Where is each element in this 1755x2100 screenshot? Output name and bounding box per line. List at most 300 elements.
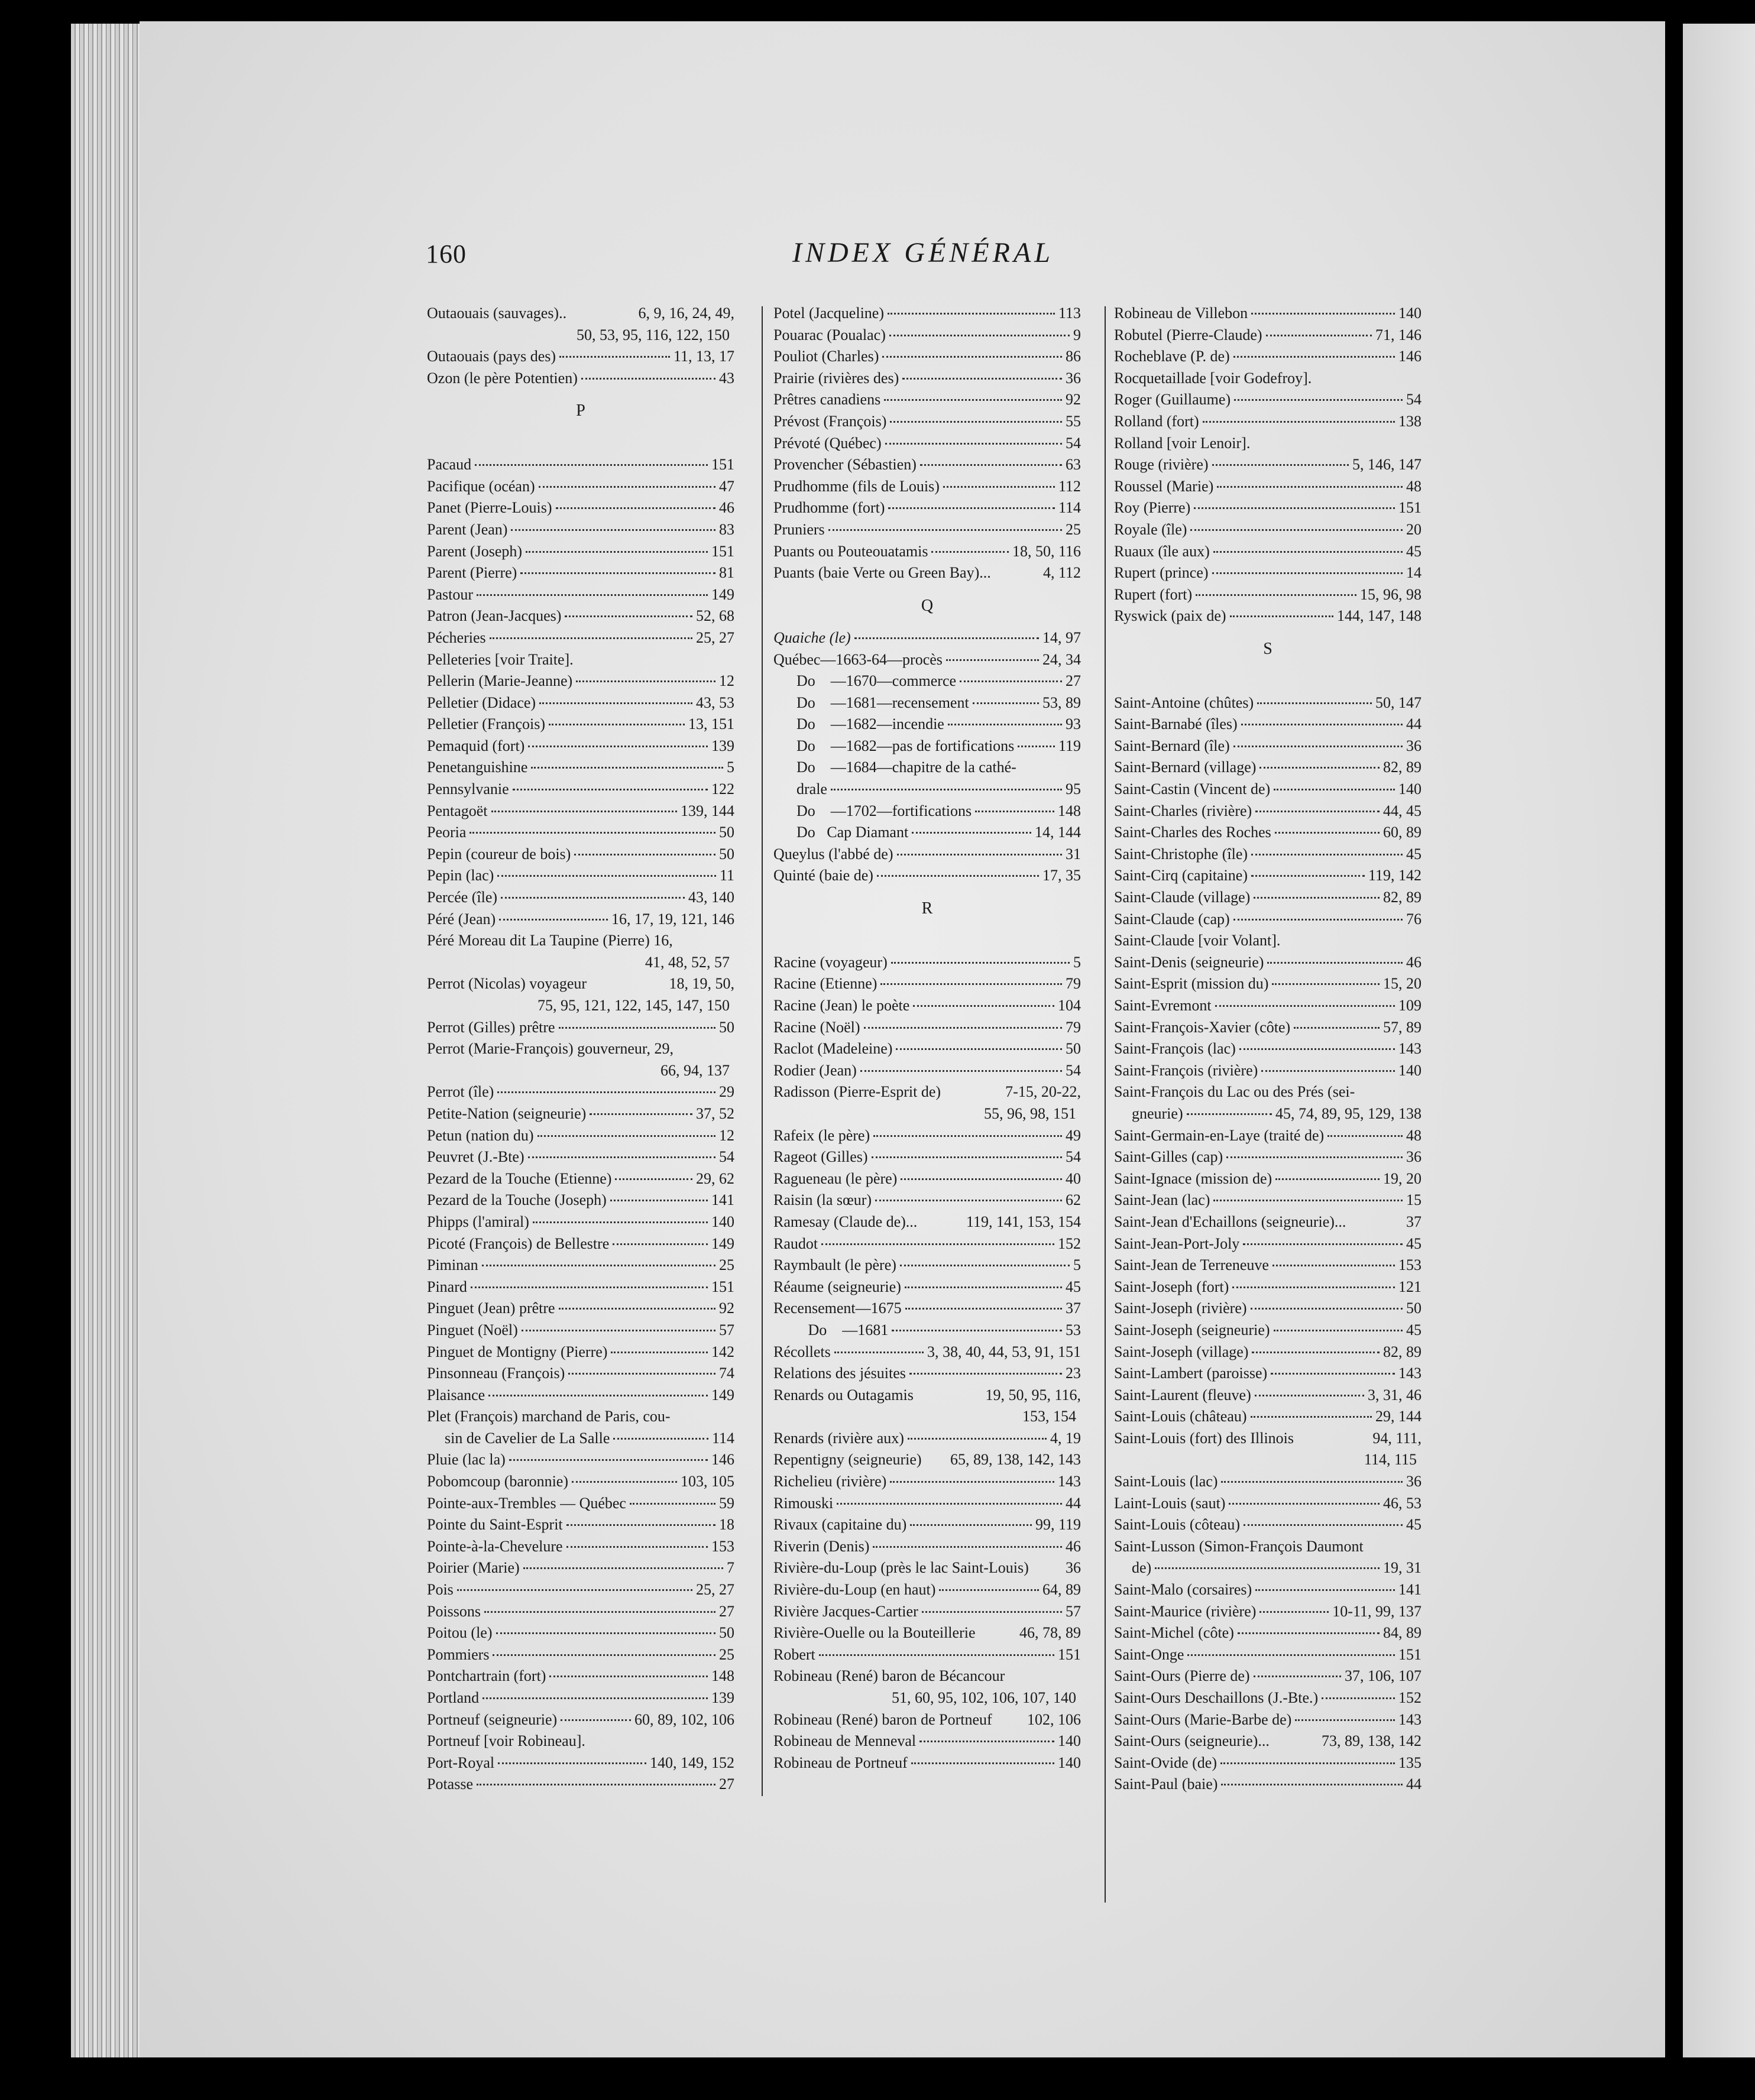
entry-name: Renards ou Outagamis bbox=[773, 1386, 914, 1404]
entry-name: Parent (Joseph) bbox=[427, 542, 523, 560]
entry-pages: 45 bbox=[1406, 845, 1422, 863]
index-entry bbox=[427, 1168, 734, 1190]
entry-pages: 152 bbox=[1398, 1689, 1422, 1706]
dot-leader bbox=[1212, 464, 1349, 466]
entry-pages: 60, 89 bbox=[1383, 824, 1422, 841]
entry-name: Radisson (Pierre-Esprit de) bbox=[773, 1083, 941, 1101]
index-entry bbox=[427, 584, 734, 606]
entry-name: Renards (rivière aux) bbox=[773, 1429, 904, 1447]
entry-name: Poirier (Marie) bbox=[427, 1559, 520, 1577]
dot-leader bbox=[611, 1352, 708, 1353]
entry-name: Saint-Ours (seigneurie)... bbox=[1114, 1732, 1270, 1750]
book-gutter bbox=[1665, 0, 1683, 2100]
index-entry bbox=[1114, 1168, 1422, 1190]
entry-pages: 57 bbox=[719, 1321, 734, 1339]
index-entry bbox=[427, 368, 734, 390]
entry-name: Relations des jésuites bbox=[773, 1365, 906, 1382]
entry-name: Saint-Ours (Pierre de) bbox=[1114, 1667, 1250, 1685]
dot-leader bbox=[630, 1503, 715, 1505]
entry-name: Racine (Etienne) bbox=[773, 975, 878, 993]
entry-name: Perrot (île) bbox=[427, 1083, 494, 1101]
entry-name: Prudhomme (fils de Louis) bbox=[773, 477, 940, 495]
index-entry bbox=[427, 822, 734, 844]
entry-pages: 3, 31, 46 bbox=[1368, 1386, 1422, 1404]
entry-pages: 25 bbox=[719, 1256, 734, 1274]
dot-leader bbox=[888, 507, 1054, 509]
entry-name: Potel (Jacqueline) bbox=[773, 304, 884, 322]
entry-name: Pezard de la Touche (Joseph) bbox=[427, 1191, 607, 1209]
entry-pages: 29, 62 bbox=[696, 1169, 734, 1187]
dot-leader bbox=[477, 594, 708, 596]
index-entry bbox=[427, 1017, 734, 1039]
entry-name: Rupert (prince) bbox=[1114, 564, 1209, 582]
dot-leader bbox=[875, 1200, 1062, 1201]
index-entry bbox=[427, 1644, 734, 1666]
dot-leader bbox=[900, 1265, 1070, 1266]
dot-leader bbox=[837, 1503, 1062, 1505]
entry-name: Pluie (lac la) bbox=[427, 1451, 506, 1469]
index-entry bbox=[427, 1341, 734, 1363]
dot-leader bbox=[891, 962, 1070, 964]
index-entry bbox=[427, 887, 734, 909]
entry-pages: 151 bbox=[1058, 1645, 1081, 1663]
dot-leader bbox=[559, 356, 670, 358]
entry-pages: 50 bbox=[1406, 1299, 1422, 1317]
entry-pages: 46 bbox=[1406, 953, 1422, 971]
entry-pages: 151 bbox=[711, 456, 734, 474]
index-entry bbox=[773, 1428, 1081, 1450]
dot-leader bbox=[864, 1027, 1062, 1029]
entry-pages: 143 bbox=[1398, 1710, 1422, 1728]
entry-pages: 5 bbox=[1073, 1256, 1081, 1274]
dot-leader bbox=[483, 1697, 708, 1699]
index-entry bbox=[773, 562, 1081, 584]
entry-name: Pacifique (océan) bbox=[427, 477, 535, 495]
entry-name: Saint-Barnabé (îles) bbox=[1114, 715, 1238, 733]
index-entry bbox=[773, 1730, 1081, 1752]
dot-leader bbox=[1271, 1373, 1395, 1375]
dot-leader bbox=[819, 1654, 1054, 1656]
entry-pages: 65, 89, 138, 142, 143 bbox=[950, 1451, 1081, 1469]
entry-pages: 45 bbox=[1406, 542, 1422, 560]
entry-pages: 84, 89 bbox=[1383, 1624, 1422, 1642]
entry-name: Perrot (Nicolas) voyageur bbox=[427, 975, 587, 993]
entry-name: Pacaud bbox=[427, 456, 472, 474]
dot-leader bbox=[469, 832, 715, 834]
index-entry bbox=[1114, 519, 1422, 541]
entry-pages: 139 bbox=[711, 737, 734, 754]
dot-leader bbox=[1251, 1308, 1403, 1310]
entry-pages: 10-11, 99, 137 bbox=[1332, 1602, 1422, 1620]
entry-name: Port-Royal bbox=[427, 1754, 495, 1771]
entry-name: Saint-Evremont bbox=[1114, 997, 1212, 1014]
dot-leader bbox=[1221, 1784, 1403, 1785]
index-entry bbox=[427, 1471, 734, 1493]
dot-leader bbox=[565, 615, 692, 617]
dot-leader bbox=[497, 875, 716, 877]
entry-pages: 36 bbox=[1406, 1148, 1422, 1166]
entry-name: Rivière-du-Loup (en haut) bbox=[773, 1581, 936, 1599]
index-entry bbox=[1114, 389, 1422, 411]
dot-leader bbox=[574, 854, 715, 855]
dot-leader bbox=[1233, 746, 1403, 747]
entry-name: Peuvret (J.-Bte) bbox=[427, 1148, 524, 1166]
entry-name: Prévoté (Québec) bbox=[773, 434, 882, 452]
index-entry bbox=[427, 1774, 734, 1796]
entry-name: Petun (nation du) bbox=[427, 1126, 534, 1144]
dot-leader bbox=[911, 1762, 1054, 1764]
entry-pages: 46, 53 bbox=[1383, 1494, 1422, 1512]
entry-name: Do —1682—incendie bbox=[773, 715, 944, 733]
index-entry bbox=[773, 303, 1081, 325]
dot-leader bbox=[1238, 1632, 1380, 1634]
dot-leader bbox=[890, 421, 1062, 423]
index-entry bbox=[427, 1536, 734, 1558]
entry-name: Do —1670—commerce bbox=[773, 672, 957, 690]
entry-pages: 27 bbox=[719, 1602, 734, 1620]
entry-name: Saint-Onge bbox=[1114, 1645, 1184, 1663]
entry-name: Ozon (le père Potentien) bbox=[427, 369, 578, 387]
entry-pages: 140 bbox=[1058, 1754, 1081, 1771]
entry-pages: 143 bbox=[1398, 1040, 1422, 1058]
index-entry bbox=[427, 1363, 734, 1385]
entry-continuation: 41, 48, 52, 57 bbox=[645, 953, 730, 971]
index-entry bbox=[1114, 973, 1422, 995]
index-entry-plain: Portneuf [voir Robineau]. bbox=[427, 1732, 585, 1750]
spacer bbox=[427, 433, 734, 455]
dot-leader bbox=[1187, 1654, 1395, 1656]
entry-name: Pastour bbox=[427, 585, 473, 603]
entry-name: Puants ou Pouteouatamis bbox=[773, 542, 928, 560]
dot-leader bbox=[1234, 399, 1403, 401]
index-entry bbox=[1114, 1622, 1422, 1644]
dot-leader bbox=[522, 1330, 715, 1331]
index-entry bbox=[427, 454, 734, 476]
entry-pages: 50 bbox=[719, 1624, 734, 1642]
entry-pages: 36 bbox=[1406, 737, 1422, 754]
entry-pages: 4, 112 bbox=[1042, 564, 1081, 582]
entry-pages: 82, 89 bbox=[1383, 759, 1422, 776]
index-entry-plain: Plet (François) marchand de Paris, cou- bbox=[427, 1408, 671, 1425]
entry-name: Pellerin (Marie-Jeanne) bbox=[427, 672, 573, 690]
index-entry bbox=[1114, 562, 1422, 584]
dot-leader bbox=[1259, 1611, 1329, 1613]
index-entry bbox=[427, 1622, 734, 1644]
dot-leader bbox=[1254, 1676, 1341, 1677]
entry-name: Repentigny (seigneurie) bbox=[773, 1451, 922, 1469]
index-entry bbox=[773, 1017, 1081, 1039]
entry-name: Réaume (seigneurie) bbox=[773, 1278, 901, 1295]
entry-pages: 45 bbox=[1066, 1278, 1081, 1295]
entry-name: Saint-Jean de Terreneuve bbox=[1114, 1256, 1269, 1274]
index-entry bbox=[1114, 1363, 1422, 1385]
entry-pages: 43 bbox=[719, 369, 734, 387]
index-entry bbox=[427, 605, 734, 627]
dot-leader bbox=[484, 1611, 715, 1613]
entry-pages: 4, 19 bbox=[1050, 1429, 1081, 1447]
entry-name: Saint-Jean d'Echaillons (seigneurie)... bbox=[1114, 1213, 1346, 1230]
entry-name: Pelletier (Didace) bbox=[427, 693, 536, 711]
index-entry bbox=[773, 325, 1081, 346]
entry-pages: 148 bbox=[1058, 802, 1081, 819]
index-entry bbox=[427, 1449, 734, 1471]
entry-name: Parent (Jean) bbox=[427, 520, 508, 538]
entry-pages: 37, 106, 107 bbox=[1345, 1667, 1422, 1685]
entry-pages: 140 bbox=[1398, 780, 1422, 798]
index-entry bbox=[427, 1146, 734, 1168]
dot-leader bbox=[1230, 615, 1333, 617]
index-entry bbox=[1114, 1298, 1422, 1320]
entry-pages: 144, 147, 148 bbox=[1337, 607, 1422, 625]
entry-pages: 7-15, 20-22, bbox=[1005, 1083, 1081, 1101]
page-number: 160 bbox=[426, 239, 467, 268]
dot-leader bbox=[897, 854, 1062, 855]
entry-pages: 83 bbox=[719, 520, 734, 538]
dot-leader bbox=[939, 1589, 1039, 1591]
index-entry-plain: Saint-Claude [voir Volant]. bbox=[1114, 932, 1281, 949]
index-entry bbox=[1114, 995, 1422, 1017]
dot-leader bbox=[943, 486, 1055, 488]
dot-leader bbox=[1155, 1567, 1380, 1569]
dot-leader bbox=[520, 572, 715, 574]
dot-leader bbox=[1213, 551, 1403, 553]
entry-name: Richelieu (rivière) bbox=[773, 1473, 887, 1490]
dot-leader bbox=[568, 1373, 715, 1375]
index-entry bbox=[427, 844, 734, 866]
entry-pages: 102, 106 bbox=[1027, 1710, 1081, 1728]
entry-name: Pinsonneau (François) bbox=[427, 1365, 565, 1382]
entry-pages: 50 bbox=[1066, 1040, 1081, 1058]
entry-pages: 14 bbox=[1406, 564, 1422, 582]
dot-leader bbox=[475, 464, 708, 466]
entry-name: Prudhomme (fort) bbox=[773, 499, 885, 517]
index-entry-plain: Pelleteries [voir Traite]. bbox=[427, 650, 574, 668]
entry-name: Do Cap Diamant bbox=[773, 824, 909, 841]
entry-pages: 31 bbox=[1066, 845, 1081, 863]
index-entry bbox=[1114, 1276, 1422, 1298]
entry-pages: 46 bbox=[719, 499, 734, 517]
entry-pages: 43, 53 bbox=[696, 693, 734, 711]
dot-leader bbox=[877, 875, 1039, 877]
entry-pages: 25 bbox=[719, 1645, 734, 1663]
entry-name: Piminan bbox=[427, 1256, 478, 1274]
entry-continuation: 66, 94, 137 bbox=[660, 1061, 730, 1079]
entry-pages: 119, 141, 153, 154 bbox=[966, 1213, 1081, 1230]
index-entry bbox=[1114, 411, 1422, 433]
index-entry-plain: Perrot (Marie-François) gouverneur, 29, bbox=[427, 1040, 673, 1058]
entry-pages: 79 bbox=[1066, 1018, 1081, 1036]
entry-name: Outaouais (pays des) bbox=[427, 348, 556, 365]
index-entry bbox=[1114, 1557, 1422, 1579]
entry-name: Portland bbox=[427, 1689, 480, 1706]
entry-name: Do —1682—pas de fortifications bbox=[773, 737, 1015, 754]
index-entry bbox=[427, 973, 734, 995]
entry-pages: 92 bbox=[719, 1299, 734, 1317]
entry-name: Pointe du Saint-Esprit bbox=[427, 1516, 563, 1534]
index-entry bbox=[427, 1709, 734, 1731]
index-entry bbox=[427, 1298, 734, 1320]
entry-name: Pezard de la Touche (Etienne) bbox=[427, 1169, 612, 1187]
index-entry bbox=[773, 1298, 1081, 1320]
index-entry bbox=[427, 476, 734, 498]
entry-pages: 7 bbox=[727, 1559, 734, 1577]
dot-leader bbox=[1229, 1503, 1380, 1505]
entry-pages: 54 bbox=[1406, 391, 1422, 409]
index-entry bbox=[1114, 346, 1422, 368]
dot-leader bbox=[523, 1567, 723, 1569]
entry-pages: 48 bbox=[1406, 477, 1422, 495]
entry-pages: 55 bbox=[1066, 412, 1081, 430]
entry-name: Saint-Joseph (seigneurie) bbox=[1114, 1321, 1270, 1339]
entry-name: Rafeix (le père) bbox=[773, 1126, 870, 1144]
entry-pages: 15, 96, 98 bbox=[1360, 585, 1422, 603]
entry-pages: 45 bbox=[1406, 1234, 1422, 1252]
dot-leader bbox=[1327, 1135, 1403, 1137]
index-entry bbox=[1114, 497, 1422, 519]
entry-pages: 119, 142 bbox=[1368, 867, 1422, 884]
entry-pages: 48 bbox=[1406, 1126, 1422, 1144]
entry-name: Provencher (Sébastien) bbox=[773, 456, 917, 474]
index-entry bbox=[773, 1190, 1081, 1211]
entry-name: Percée (île) bbox=[427, 889, 498, 906]
index-entry bbox=[773, 735, 1081, 757]
dot-leader bbox=[1226, 1156, 1403, 1158]
index-entry-plain: Saint-Lusson (Simon-François Daumont bbox=[1114, 1537, 1364, 1555]
entry-name: Pemaquid (fort) bbox=[427, 737, 525, 754]
dot-leader bbox=[912, 832, 1031, 834]
entry-name: Do —1681—recensement bbox=[773, 693, 969, 711]
entry-pages: 16, 17, 19, 121, 146 bbox=[611, 910, 734, 928]
index-entry bbox=[1114, 844, 1422, 866]
dot-leader bbox=[497, 1091, 715, 1093]
index-entry bbox=[773, 692, 1081, 714]
index-entry bbox=[773, 1579, 1081, 1601]
index-entry bbox=[427, 1211, 734, 1233]
entry-pages: 114 bbox=[711, 1429, 734, 1447]
entry-pages: 53 bbox=[1066, 1321, 1081, 1339]
dot-leader bbox=[493, 1654, 715, 1656]
entry-name: Québec—1663-64—procès bbox=[773, 650, 943, 668]
entry-pages: 82, 89 bbox=[1383, 1343, 1422, 1360]
entry-name: Saint-Ours (Marie-Barbe de) bbox=[1114, 1710, 1292, 1728]
entry-pages: 140 bbox=[1398, 1061, 1422, 1079]
entry-pages: 44 bbox=[1066, 1494, 1081, 1512]
dot-leader bbox=[1255, 1395, 1364, 1396]
entry-pages: 5 bbox=[727, 759, 734, 776]
entry-pages: 29, 144 bbox=[1375, 1408, 1422, 1425]
index-entry bbox=[1114, 476, 1422, 498]
dot-leader bbox=[931, 551, 1009, 553]
entry-name: Rocheblave (P. de) bbox=[1114, 348, 1230, 365]
entry-pages: 36 bbox=[1066, 1559, 1081, 1577]
index-entry bbox=[773, 1514, 1081, 1536]
entry-name: Pelletier (François) bbox=[427, 715, 545, 733]
entry-pages: 11, 13, 17 bbox=[673, 348, 734, 365]
entry-name: Perrot (Gilles) prêtre bbox=[427, 1018, 555, 1036]
index-column-2 bbox=[773, 303, 1081, 1774]
dot-leader bbox=[1267, 962, 1403, 964]
entry-name: Pobomcoup (baronnie) bbox=[427, 1473, 569, 1490]
entry-pages: 151 bbox=[711, 542, 734, 560]
index-entry bbox=[773, 1320, 1081, 1341]
entry-name: Saint-Malo (corsaires) bbox=[1114, 1581, 1252, 1599]
dot-leader bbox=[556, 507, 715, 509]
entry-name: Saint-François-Xavier (côte) bbox=[1114, 1018, 1291, 1036]
entry-name: Laint-Louis (saut) bbox=[1114, 1494, 1226, 1512]
entry-pages: 36 bbox=[1066, 369, 1081, 387]
index-entry bbox=[1114, 735, 1422, 757]
dot-leader bbox=[566, 1524, 715, 1526]
entry-name: Saint-Germain-en-Laye (traité de) bbox=[1114, 1126, 1325, 1144]
index-entry bbox=[773, 1168, 1081, 1190]
dot-leader bbox=[539, 702, 692, 704]
index-entry bbox=[1114, 1125, 1422, 1147]
entry-pages: 37 bbox=[1066, 1299, 1081, 1317]
entry-name: Pouarac (Poualac) bbox=[773, 326, 886, 343]
dot-leader bbox=[896, 1048, 1062, 1050]
section-letter: S bbox=[1263, 639, 1272, 658]
dot-leader bbox=[509, 1459, 708, 1461]
index-column-1 bbox=[427, 303, 734, 1796]
index-entry bbox=[773, 1644, 1081, 1666]
entry-pages: 14, 144 bbox=[1035, 824, 1081, 841]
index-entry bbox=[1114, 1471, 1422, 1493]
entry-name: Pinard bbox=[427, 1278, 467, 1295]
index-entry bbox=[1114, 801, 1422, 822]
dot-leader bbox=[948, 724, 1062, 725]
dot-leader bbox=[501, 897, 685, 899]
entry-name: Saint-Ignace (mission de) bbox=[1114, 1169, 1272, 1187]
entry-name: Pouliot (Charles) bbox=[773, 348, 879, 365]
index-entry bbox=[773, 1125, 1081, 1147]
entry-pages: 122 bbox=[711, 780, 734, 798]
entry-pages: 50 bbox=[719, 845, 734, 863]
entry-pages: 73, 89, 138, 142 bbox=[1322, 1732, 1422, 1750]
dot-leader bbox=[1187, 1113, 1272, 1115]
index-entry bbox=[427, 1579, 734, 1601]
entry-pages: 18, 50, 116 bbox=[1012, 542, 1081, 560]
index-entry bbox=[773, 1341, 1081, 1363]
entry-pages: 53, 89 bbox=[1042, 693, 1081, 711]
entry-name: Roussel (Marie) bbox=[1114, 477, 1214, 495]
entry-name: Pois bbox=[427, 1581, 454, 1599]
entry-pages: 151 bbox=[711, 1278, 734, 1295]
index-entry bbox=[1114, 1211, 1422, 1233]
index-entry bbox=[773, 995, 1081, 1017]
index-entry bbox=[1114, 1255, 1422, 1276]
dot-leader bbox=[491, 811, 677, 812]
entry-name: Rupert (fort) bbox=[1114, 585, 1193, 603]
dot-leader bbox=[946, 659, 1039, 661]
entry-name: Saint-Michel (côte) bbox=[1114, 1624, 1234, 1642]
entry-name: Patron (Jean-Jacques) bbox=[427, 607, 562, 625]
entry-name: Rodier (Jean) bbox=[773, 1061, 857, 1079]
entry-name: Saint-Antoine (chûtes) bbox=[1114, 693, 1254, 711]
entry-pages: 27 bbox=[719, 1775, 734, 1793]
dot-leader bbox=[1241, 724, 1403, 725]
entry-pages: 95 bbox=[1066, 780, 1081, 798]
index-entry bbox=[773, 714, 1081, 735]
index-entry bbox=[1114, 779, 1422, 801]
dot-leader bbox=[1194, 507, 1395, 509]
entry-name: Rivière Jacques-Cartier bbox=[773, 1602, 918, 1620]
entry-name: Ramesay (Claude de)... bbox=[773, 1213, 918, 1230]
entry-pages: 40 bbox=[1066, 1169, 1081, 1187]
entry-pages: 140 bbox=[1058, 1732, 1081, 1750]
entry-name: Robutel (Pierre-Claude) bbox=[1114, 326, 1262, 343]
dot-leader bbox=[1215, 1005, 1395, 1007]
index-entry bbox=[773, 1038, 1081, 1060]
